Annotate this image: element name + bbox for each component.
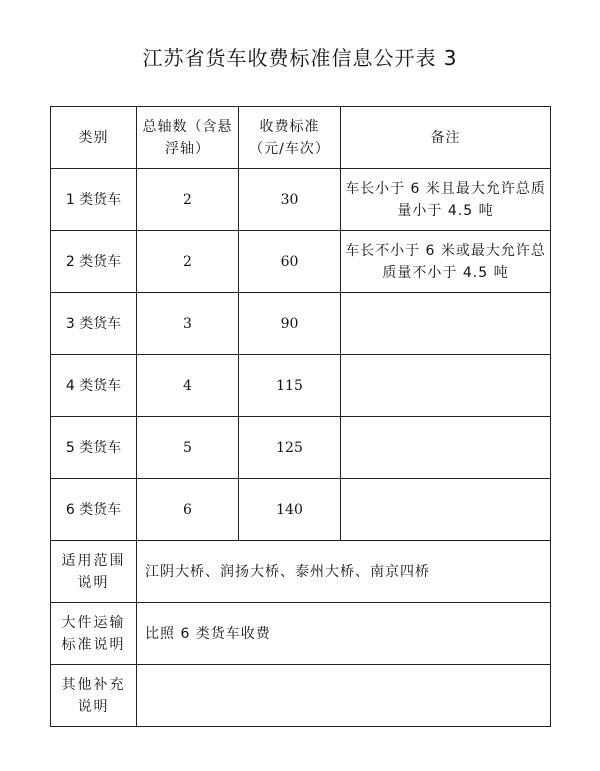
remarks-cell: 车长不小于 6 米或最大允许总质量不小于 4.5 吨 [341,231,551,293]
fee-cell: 115 [239,355,341,417]
axles-cell: 2 [137,169,239,231]
table-header-row [51,107,551,169]
scope-value: 江阴大桥、润扬大桥、泰州大桥、南京四桥 [137,541,551,603]
scope-label: 适用范围说明 [51,541,137,603]
axles-cell: 3 [137,293,239,355]
table-row [51,293,551,355]
remarks-cell [341,355,551,417]
oversize-row [51,603,551,665]
category-cell: 3 类货车 [51,293,137,355]
table-row [51,231,551,293]
fee-table [50,106,551,727]
supplement-label: 其他补充说明 [51,665,137,727]
table-row [51,355,551,417]
remarks-cell [341,479,551,541]
remarks-cell [341,293,551,355]
scope-row [51,541,551,603]
category-cell: 4 类货车 [51,355,137,417]
category-cell: 2 类货车 [51,231,137,293]
category-cell: 6 类货车 [51,479,137,541]
table-row [51,417,551,479]
supplement-value [137,665,551,727]
fee-cell: 125 [239,417,341,479]
header-remarks: 备注 [341,107,551,169]
fee-cell: 90 [239,293,341,355]
header-category: 类别 [51,107,137,169]
fee-cell: 140 [239,479,341,541]
oversize-label: 大件运输标准说明 [51,603,137,665]
header-axles: 总轴数（含悬浮轴） [137,107,239,169]
axles-cell: 4 [137,355,239,417]
fee-cell: 30 [239,169,341,231]
category-cell: 1 类货车 [51,169,137,231]
category-cell: 5 类货车 [51,417,137,479]
axles-cell: 2 [137,231,239,293]
supplement-row [51,665,551,727]
axles-cell: 5 [137,417,239,479]
axles-cell: 6 [137,479,239,541]
remarks-cell [341,417,551,479]
header-fee: 收费标准（元/车次） [239,107,341,169]
fee-cell: 60 [239,231,341,293]
page-title: 江苏省货车收费标准信息公开表 3 [142,46,458,70]
table-row [51,169,551,231]
table-row [51,479,551,541]
oversize-value: 比照 6 类货车收费 [137,603,551,665]
remarks-cell: 车长小于 6 米且最大允许总质量小于 4.5 吨 [341,169,551,231]
